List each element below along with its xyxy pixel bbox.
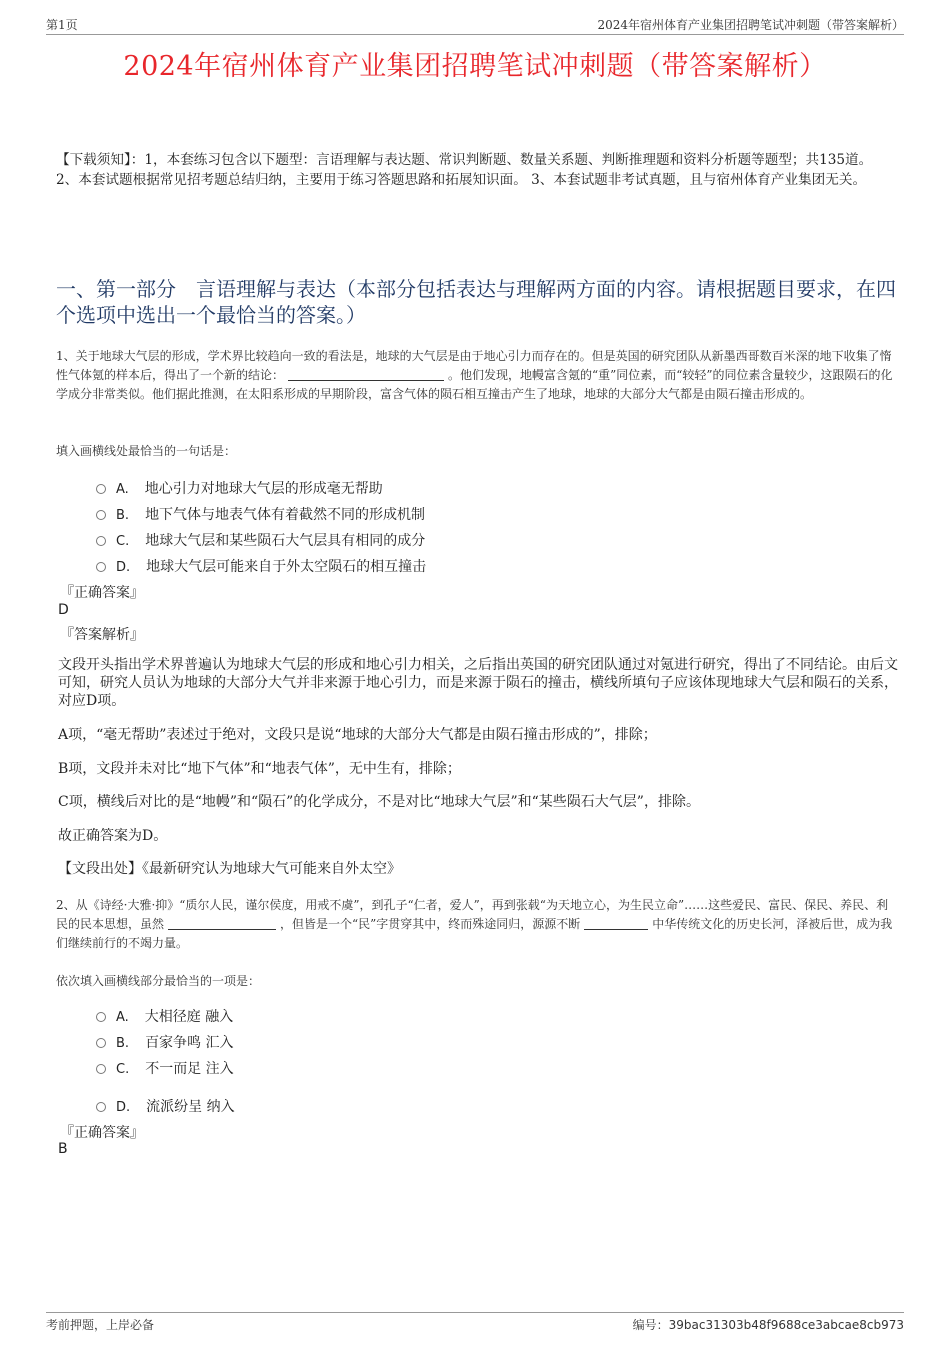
answer-blank — [584, 929, 648, 930]
radio-icon[interactable] — [96, 1038, 106, 1048]
q1-answer-label: 『正确答案』 — [60, 585, 144, 601]
answer-blank — [288, 380, 444, 381]
q1-analysis-paragraph: A项，“毫无帮助”表述过于绝对，文段只是说“地球的大部分大气都是由陨石撞击形成的”，排除； — [58, 727, 657, 743]
footer-code: 编号：39bac31303b48f9688ce3abcae8cb973 — [632, 1318, 904, 1332]
q1-option-c[interactable]: C. 地球大气层和某些陨石大气层具有相同的成分 — [96, 530, 425, 550]
q2-answer: B — [58, 1141, 68, 1157]
radio-icon[interactable] — [96, 510, 106, 520]
radio-icon[interactable] — [96, 484, 106, 494]
q1-option-b[interactable]: B. 地下气体与地表气体有着截然不同的形成机制 — [96, 504, 425, 524]
q1-answer: D — [58, 602, 69, 618]
radio-icon[interactable] — [96, 562, 106, 572]
answer-blank — [168, 929, 276, 930]
radio-icon[interactable] — [96, 1102, 106, 1112]
header-doc-title: 2024年宿州体育产业集团招聘笔试冲刺题（带答案解析） — [597, 18, 904, 32]
document-title: 2024年宿州体育产业集团招聘笔试冲刺题（带答案解析） — [123, 51, 827, 82]
q1-analysis-label: 『答案解析』 — [60, 627, 144, 643]
q2-answer-label: 『正确答案』 — [60, 1125, 144, 1141]
q2-option-b[interactable]: B. 百家争鸣 汇入 — [96, 1032, 234, 1052]
q1-option-a[interactable]: A. 地心引力对地球大气层的形成毫无帮助 — [96, 478, 383, 498]
page-footer — [46, 1312, 904, 1332]
q1-source: 【文段出处】《最新研究认为地球大气可能来自外太空》 — [58, 861, 401, 877]
q2-option-c[interactable]: C. 不一而足 注入 — [96, 1058, 234, 1078]
radio-icon[interactable] — [96, 536, 106, 546]
download-notice: 【下载须知】：1，本套练习包含以下题型：言语理解与表达题、常识判断题、数量关系题、判断推理题和资料分析题等题型；共135道。 2、本套试题根据常见招考题总结归纳，主要用于练习答题思路和拓展知识面。 3、本套试题非考试真题，且与宿州体育产业集团无关。 — [56, 152, 873, 188]
q2-option-d[interactable]: D. 流派纷呈 纳入 — [96, 1096, 235, 1116]
q1-analysis-paragraph: 故正确答案为D。 — [58, 828, 168, 844]
footer-slogan: 考前押题，上岸必备 — [46, 1318, 155, 1332]
section-title: 一、第一部分 言语理解与表达（本部分包括表达与理解两方面的内容。请根据题目要求，在四个选项中选出一个最恰当的答案。） — [56, 277, 896, 327]
question-1-prompt: 填入画横线处最恰当的一句话是： — [56, 444, 237, 458]
question-2-stem: 2、从《诗经·大雅·抑》“质尔人民，谨尔侯度，用戒不虞”，到孔子“仁者，爱人”，再到张载“为天地立心，为生民立命”……这些爱民、富民、保民、养民、利民的民本思想，虽然 ，但皆是一个“民”字贯穿其中，终而殊途同归，源源不断 中华传统文化的历史长河，泽被后世，成为我们继续前行的不竭力量。 — [56, 898, 893, 950]
q1-option-d[interactable]: D. 地球大气层可能来自于外太空陨石的相互撞击 — [96, 556, 426, 576]
q1-analysis-paragraph: B项，文段并未对比“地下气体”和“地表气体”，无中生有，排除； — [58, 761, 461, 777]
q1-analysis-paragraph: C项，横线后对比的是“地幔”和“陨石”的化学成分，不是对比“地球大气层”和“某些陨石大气层”，排除。 — [58, 794, 700, 810]
question-2-prompt: 依次填入画横线部分最恰当的一项是： — [56, 974, 261, 988]
page-header — [46, 14, 904, 35]
q1-analysis-paragraph: 文段开头指出学术界普遍认为地球大气层的形成和地心引力相关，之后指出英国的研究团队通过对氪进行研究，得出了不同结论。由后文可知，研究人员认为地球的大部分大气并非来源于地心引力，而是来源于陨石的撞击，横线所填句子应该体现地球大气层和陨石的关系，对应D项。 — [58, 657, 898, 709]
q2-option-a[interactable]: A. 大相径庭 融入 — [96, 1006, 233, 1026]
question-1-stem: 1、关于地球大气层的形成，学术界比较趋向一致的看法是，地球的大气层是由于地心引力而存在的。但是英国的研究团队从新墨西哥数百米深的地下收集了惰性气体氪的样本后，得出了一个新的结论： 。他们发现，地幔富含氪的“重”同位素，而“较轻”的同位素含量较少，这跟陨石的化学成分非常类似。他们据此推测，在太阳系形成的早期阶段，富含气体的陨石相互撞击产生了地球，地球的大部分大气都是由陨石撞击形成的。 — [56, 349, 893, 401]
page-number: 第1页 — [46, 18, 78, 32]
radio-icon[interactable] — [96, 1064, 106, 1074]
radio-icon[interactable] — [96, 1012, 106, 1022]
